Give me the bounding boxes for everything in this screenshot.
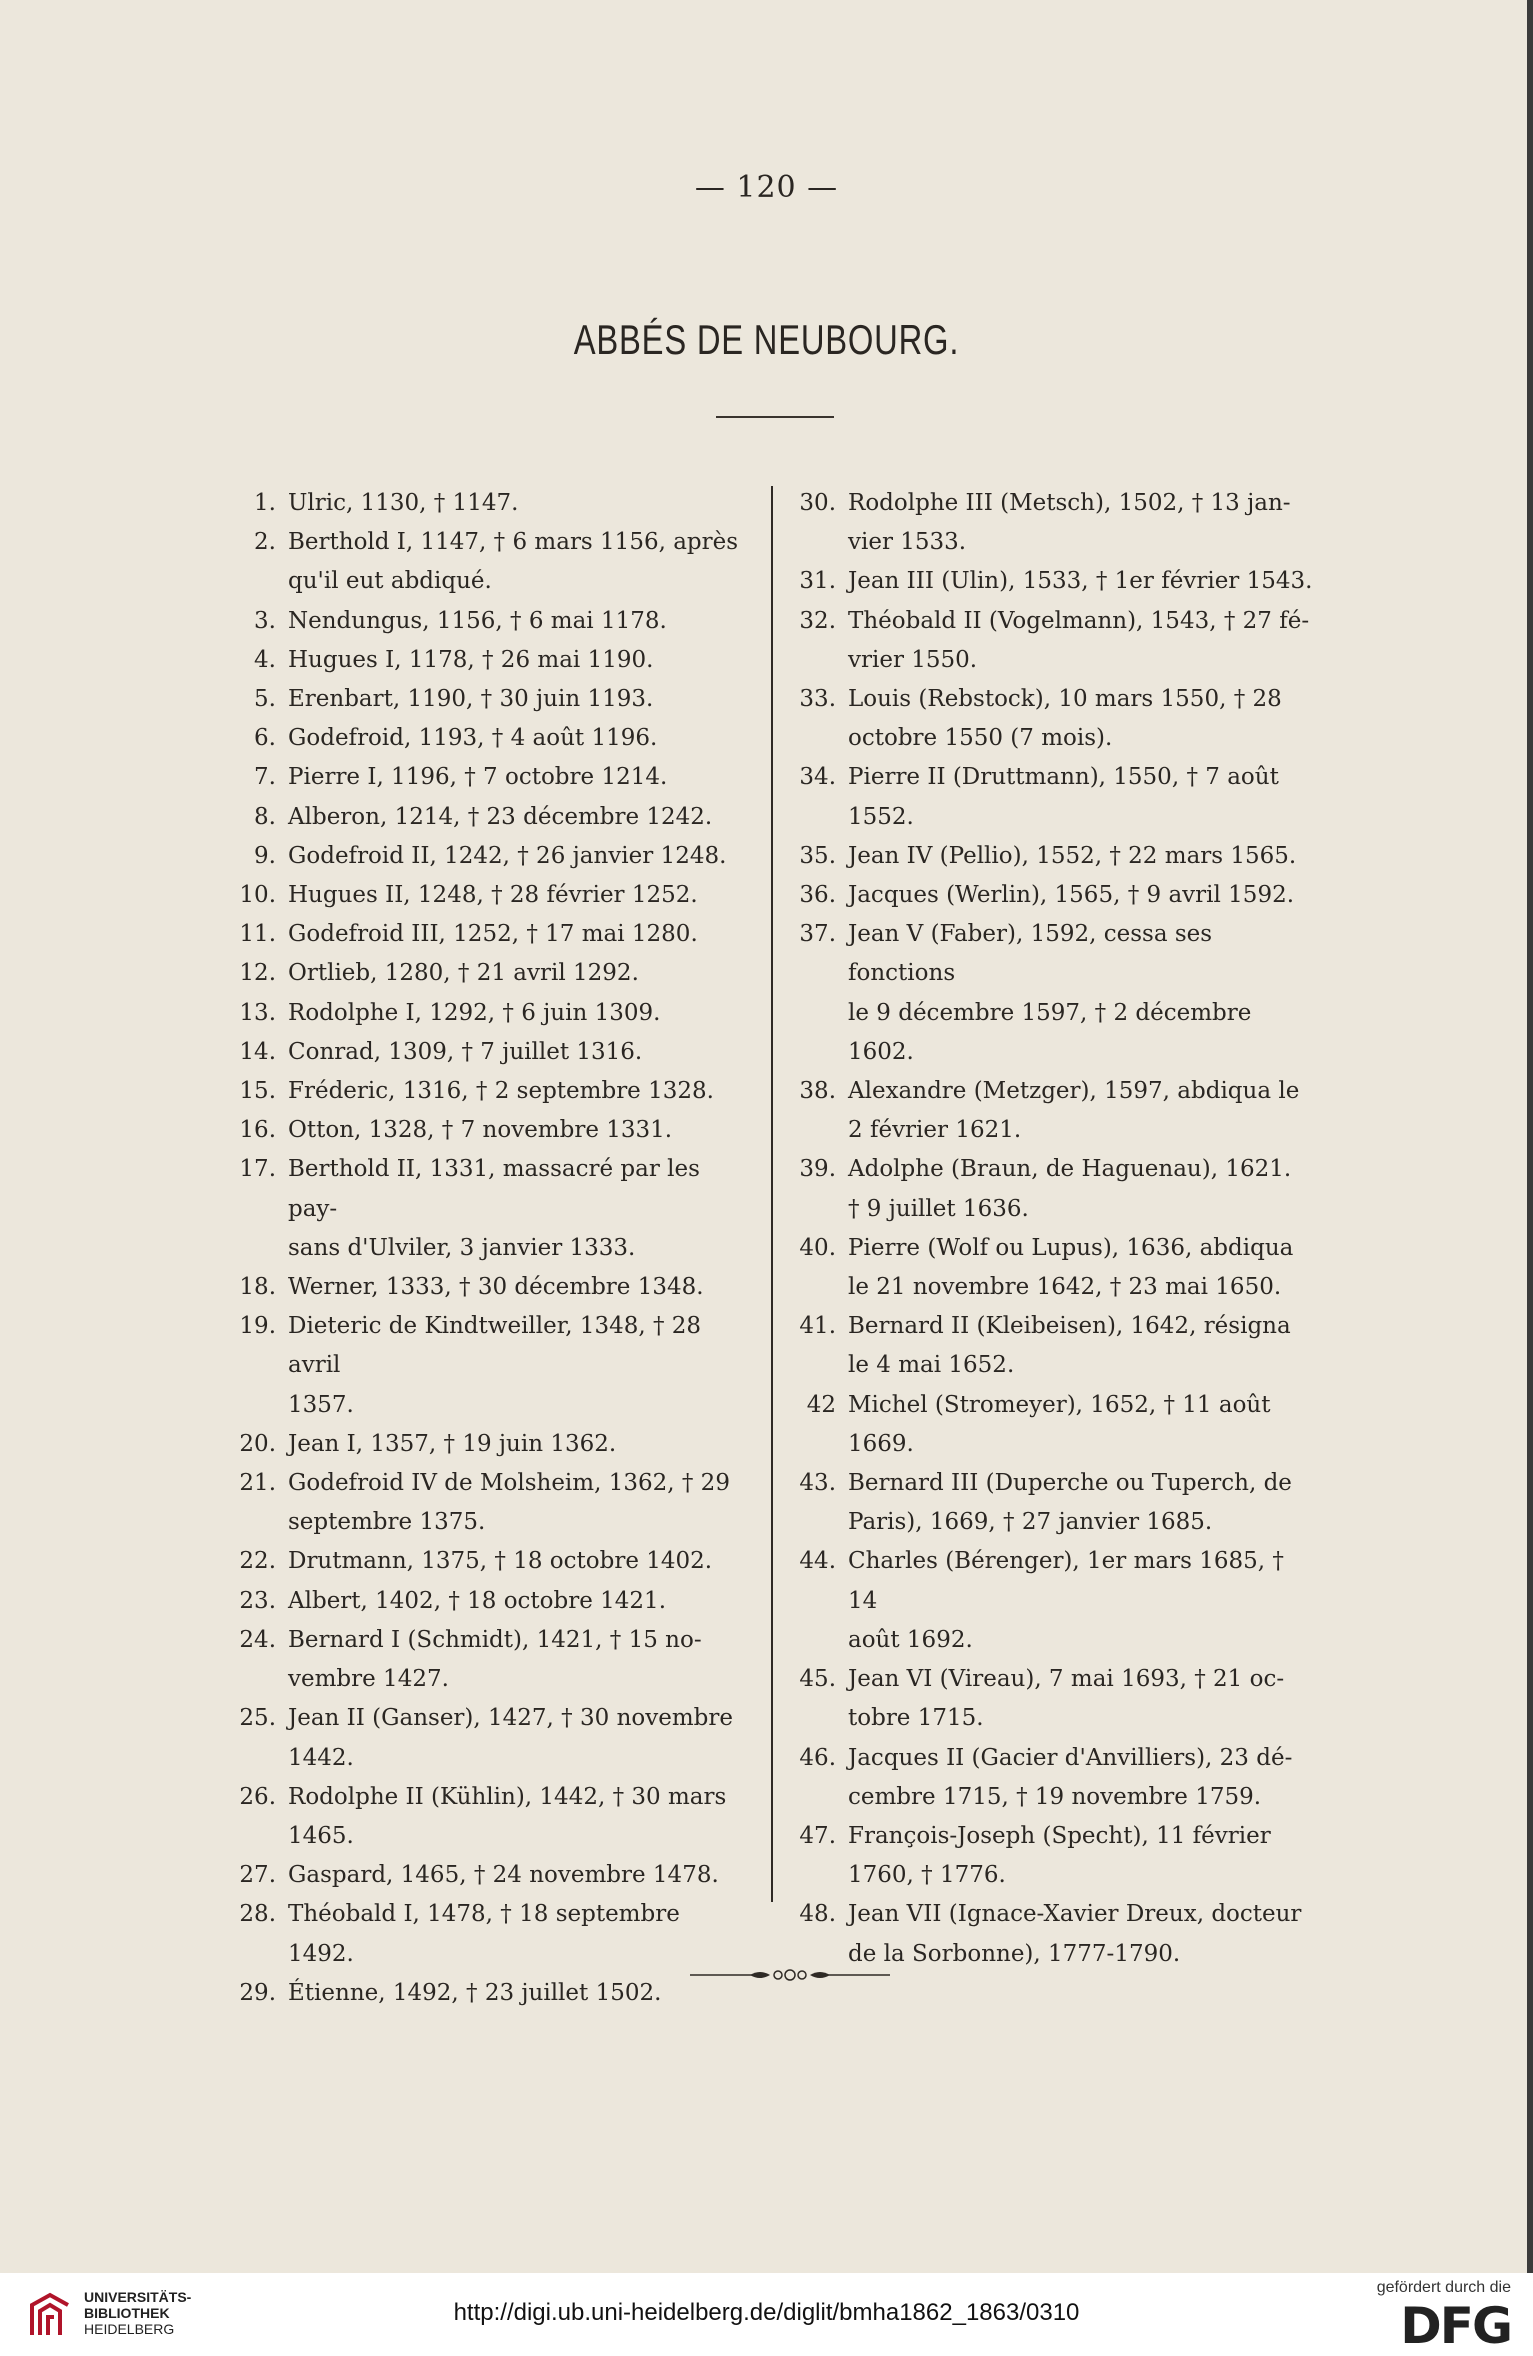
abbot-entry	[790, 1895, 1314, 1973]
entry-text: Albert, 1402, † 18 octobre 1421.	[288, 1587, 667, 1614]
abbot-entry	[790, 1464, 1314, 1542]
entry-text: Bernard II (Kleibeisen), 1642, résigna le 4 mai 1652.	[848, 1313, 1291, 1379]
abbot-entry	[790, 1307, 1314, 1385]
abbot-entry	[790, 1542, 1314, 1660]
abbot-entry	[230, 1856, 752, 1895]
entry-text: Théobald II (Vogelmann), 1543, † 27 fé- vrier 1550.	[848, 607, 1310, 673]
entry-number: 14.	[239, 1038, 276, 1065]
abbots-list-left	[230, 484, 752, 2013]
abbot-entry	[790, 602, 1314, 680]
library-line: UNIVERSITÄTS-	[84, 2289, 192, 2305]
entry-number: 25.	[239, 1705, 276, 1732]
entry-number: 38.	[799, 1078, 836, 1105]
entry-text: Nendungus, 1156, † 6 mai 1178.	[288, 607, 667, 634]
page-number: — 120 —	[694, 170, 839, 205]
entry-text: Ortlieb, 1280, † 21 avril 1292.	[288, 960, 639, 987]
abbot-entry	[230, 602, 752, 641]
entry-text: Godefroid III, 1252, † 17 mai 1280.	[288, 921, 698, 948]
entry-number: 16.	[239, 1117, 276, 1144]
entry-number: 43.	[799, 1470, 836, 1497]
entry-number: 44.	[799, 1548, 836, 1575]
entry-number: 19.	[239, 1313, 276, 1340]
abbot-entry	[230, 758, 752, 797]
entry-text: Jacques II (Gacier d'Anvilliers), 23 dé- cembre 1715, † 19 novembre 1759.	[848, 1744, 1293, 1810]
entry-number: 37.	[799, 921, 836, 948]
entry-text: Jean IV (Pellio), 1552, † 22 mars 1565.	[848, 842, 1297, 869]
entry-text: Bernard III (Duperche ou Tuperch, de Paris), 1669, † 27 janvier 1685.	[848, 1470, 1292, 1536]
entry-text: Jean III (Ulin), 1533, † 1er février 1543.	[848, 568, 1313, 595]
abbot-entry	[230, 1621, 752, 1699]
entry-text: Jean I, 1357, † 19 juin 1362.	[288, 1430, 617, 1457]
abbot-entry	[230, 680, 752, 719]
entry-number: 7.	[254, 764, 276, 791]
abbot-entry	[230, 915, 752, 954]
entry-text: Werner, 1333, † 30 décembre 1348.	[288, 1274, 704, 1301]
abbot-entry	[790, 562, 1314, 601]
abbots-list-right	[790, 484, 1314, 1974]
abbot-entry	[790, 915, 1314, 1072]
abbot-entry	[230, 1895, 752, 1973]
title-rule	[716, 416, 834, 418]
abbot-entry	[230, 1072, 752, 1111]
entry-number: 46.	[799, 1744, 836, 1771]
entry-text: Pierre I, 1196, † 7 octobre 1214.	[288, 764, 668, 791]
entry-number: 45.	[799, 1666, 836, 1693]
entry-text: Ulric, 1130, † 1147.	[288, 490, 519, 516]
entry-number: 22.	[239, 1548, 276, 1575]
abbot-entry	[790, 1739, 1314, 1817]
abbot-entry	[230, 641, 752, 680]
entry-number: 40.	[799, 1234, 836, 1261]
abbot-entry	[230, 994, 752, 1033]
entry-text: Conrad, 1309, † 7 juillet 1316.	[288, 1038, 643, 1065]
entry-number: 36.	[799, 882, 836, 909]
entry-text: Gaspard, 1465, † 24 novembre 1478.	[288, 1862, 719, 1889]
entry-text: Charles (Bérenger), 1er mars 1685, † 14 août 1692.	[848, 1548, 1284, 1653]
entry-text: Hugues I, 1178, † 26 mai 1190.	[288, 646, 654, 673]
entry-text: Michel (Stromeyer), 1652, † 11 août 1669.	[848, 1391, 1271, 1457]
abbot-entry	[230, 876, 752, 915]
abbot-entry	[230, 1268, 752, 1307]
page-edge-shadow	[1527, 0, 1533, 2273]
entry-text: Rodolphe I, 1292, † 6 juin 1309.	[288, 999, 661, 1026]
abbot-entry	[230, 837, 752, 876]
abbot-entry	[230, 1150, 752, 1268]
entry-text: Drutmann, 1375, † 18 octobre 1402.	[288, 1548, 713, 1575]
entry-number: 9.	[254, 842, 276, 869]
entry-text: Godefroid II, 1242, † 26 janvier 1248.	[288, 842, 727, 869]
entry-text: Rodolphe II (Kühlin), 1442, † 30 mars 1465.	[288, 1783, 727, 1849]
entry-text: Louis (Rebstock), 10 mars 1550, † 28 octobre 1550 (7 mois).	[848, 686, 1282, 752]
entry-text: Adolphe (Braun, de Haguenau), 1621. † 9 juillet 1636.	[848, 1156, 1292, 1222]
abbot-entry	[230, 1464, 752, 1542]
entry-text: François-Joseph (Specht), 11 février 1760, † 1776.	[848, 1822, 1271, 1889]
entry-text: Hugues II, 1248, † 28 février 1252.	[288, 882, 698, 909]
entry-number: 35.	[799, 842, 836, 869]
entry-number: 29.	[239, 1979, 276, 2006]
entry-number: 32.	[799, 607, 836, 634]
abbot-entry	[790, 758, 1314, 836]
entry-text: Jean VII (Ignace-Xavier Dreux, docteur de la Sorbonne), 1777-1790.	[848, 1901, 1302, 1967]
abbot-entry	[790, 1817, 1314, 1895]
page-title: ABBÉS DE NEUBOURG.	[573, 316, 960, 363]
permalink-url[interactable]: http://digi.ub.uni-heidelberg.de/diglit/bmha1862_1863/0310	[453, 2299, 1080, 2326]
entry-number: 48.	[799, 1901, 836, 1928]
entry-number: 5.	[254, 686, 276, 713]
entry-text: Alberon, 1214, † 23 décembre 1242.	[288, 803, 713, 830]
entry-number: 26.	[239, 1783, 276, 1810]
abbot-entry	[230, 1699, 752, 1777]
entry-text: Berthold II, 1331, massacré par les pay- sans d'Ulviler, 3 janvier 1333.	[288, 1156, 700, 1261]
entry-number: 18.	[239, 1274, 276, 1301]
entry-text: Pierre (Wolf ou Lupus), 1636, abdiqua le 21 novembre 1642, † 23 mai 1650.	[848, 1234, 1294, 1301]
entry-number: 39.	[799, 1156, 836, 1183]
entry-number: 31.	[799, 568, 836, 595]
entry-text: Godefroid, 1193, † 4 août 1196.	[288, 725, 658, 752]
entry-text: Bernard I (Schmidt), 1421, † 15 no- vembre 1427.	[288, 1626, 702, 1693]
abbot-entry	[230, 719, 752, 758]
abbot-entry	[790, 837, 1314, 876]
entry-text: Godefroid IV de Molsheim, 1362, † 29 septembre 1375.	[288, 1470, 730, 1536]
abbot-entry	[790, 1386, 1314, 1464]
abbot-entry	[790, 1150, 1314, 1228]
entry-number: 11.	[239, 921, 276, 948]
abbot-entry	[230, 1582, 752, 1621]
entry-number: 27.	[239, 1862, 276, 1889]
abbot-entry	[790, 484, 1314, 562]
abbot-entry	[230, 1425, 752, 1464]
entry-text: Jacques (Werlin), 1565, † 9 avril 1592.	[848, 882, 1295, 909]
entry-text: Jean II (Ganser), 1427, † 30 novembre 1442.	[288, 1705, 733, 1771]
entry-number: 6.	[254, 725, 276, 752]
entry-text: Rodolphe III (Metsch), 1502, † 13 jan- vier 1533.	[848, 490, 1291, 556]
entry-number: 3.	[254, 607, 276, 634]
entry-number: 17.	[239, 1156, 276, 1183]
entry-number: 42	[806, 1391, 836, 1418]
abbot-entry	[230, 798, 752, 837]
entry-number: 28.	[239, 1901, 276, 1928]
entry-text: Théobald I, 1478, † 18 septembre 1492.	[288, 1901, 680, 1967]
abbot-entry	[230, 484, 752, 523]
entry-number: 13.	[239, 999, 276, 1026]
entry-text: Otton, 1328, † 7 novembre 1331.	[288, 1117, 673, 1144]
abbot-entry	[790, 1229, 1314, 1307]
entry-number: 2.	[254, 529, 276, 556]
entry-number: 1.	[254, 490, 276, 516]
entry-text: Jean VI (Vireau), 7 mai 1693, † 21 oc- tobre 1715.	[848, 1666, 1285, 1732]
entry-number: 15.	[239, 1078, 276, 1105]
abbot-entry	[230, 1307, 752, 1425]
library-line: BIBLIOTHEK	[84, 2305, 170, 2321]
abbot-entry	[230, 523, 752, 601]
abbot-entry	[230, 1974, 752, 2013]
entry-number: 10.	[239, 882, 276, 909]
entry-number: 20.	[239, 1430, 276, 1457]
dfg-logo: DFG	[1400, 2297, 1511, 2355]
entry-text: Fréderic, 1316, † 2 septembre 1328.	[288, 1078, 714, 1105]
abbot-entry	[790, 680, 1314, 758]
entry-number: 4.	[254, 646, 276, 673]
entry-number: 30.	[799, 490, 836, 516]
entry-number: 47.	[799, 1822, 836, 1849]
entry-number: 34.	[799, 764, 836, 791]
abbot-entry	[230, 1542, 752, 1581]
entry-text: Alexandre (Metzger), 1597, abdiqua le 2 février 1621.	[848, 1078, 1300, 1144]
entry-text: Étienne, 1492, † 23 juillet 1502.	[288, 1979, 662, 2006]
abbot-entry	[230, 1033, 752, 1072]
entry-number: 21.	[239, 1470, 276, 1497]
ornament-divider	[690, 1968, 890, 1982]
entry-number: 24.	[239, 1626, 276, 1653]
entry-text: Berthold I, 1147, † 6 mars 1156, après qu'il eut abdiqué.	[288, 529, 739, 595]
viewer-footer	[0, 2273, 1533, 2356]
entry-text: Dieteric de Kindtweiller, 1348, † 28 avril 1357.	[288, 1313, 702, 1418]
entry-number: 12.	[239, 960, 276, 987]
abbot-entry	[230, 954, 752, 993]
library-line: HEIDELBERG	[84, 2321, 175, 2337]
entry-number: 41.	[799, 1313, 836, 1340]
abbot-entry	[790, 1660, 1314, 1738]
abbot-entry	[230, 1111, 752, 1150]
entry-text: Jean V (Faber), 1592, cessa ses fonctions le 9 décembre 1597, † 2 décembre 1602.	[848, 921, 1252, 1065]
column-divider	[771, 486, 773, 1902]
entry-text: Erenbart, 1190, † 30 juin 1193.	[288, 686, 654, 713]
entry-number: 8.	[254, 803, 276, 830]
entry-text: Pierre II (Druttmann), 1550, † 7 août 1552.	[848, 764, 1279, 830]
abbot-entry	[790, 876, 1314, 915]
entry-number: 33.	[799, 686, 836, 713]
entry-number: 23.	[239, 1587, 276, 1614]
abbot-entry	[790, 1072, 1314, 1150]
abbot-entry	[230, 1778, 752, 1856]
sponsor-caption: gefördert durch die	[1376, 2279, 1511, 2296]
